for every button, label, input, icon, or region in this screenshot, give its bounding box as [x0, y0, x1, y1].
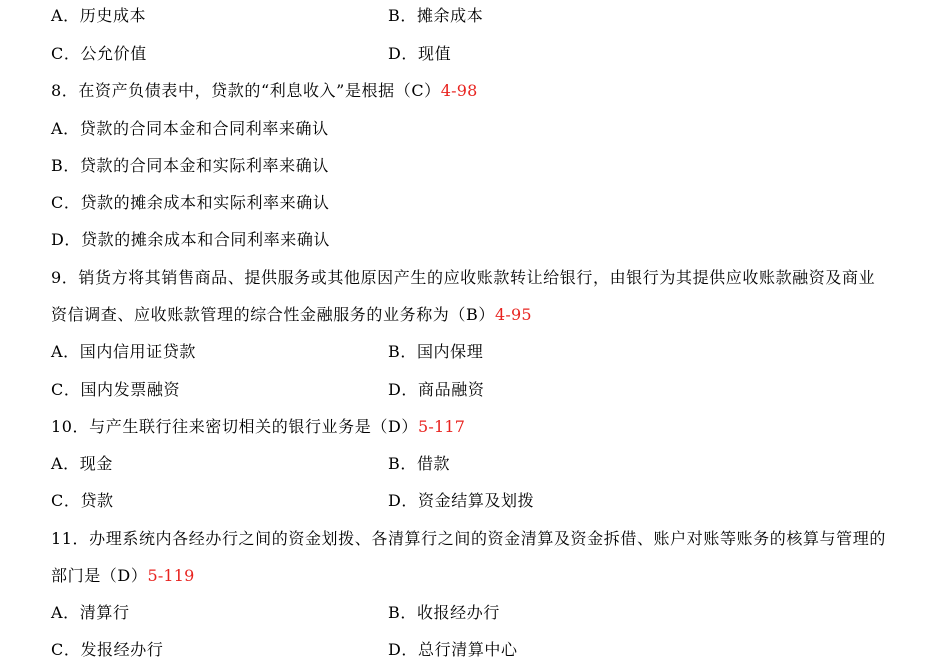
q7-option-c: C．公允价值: [51, 44, 147, 63]
q10-option-d: D．资金结算及划拨: [388, 491, 535, 510]
q11-stem-line2: [51, 566, 195, 586]
q10-option-b: B．借款: [388, 454, 451, 473]
q7-option-d: D．现值: [388, 44, 452, 63]
q11-option-c: C．发报经办行: [51, 640, 164, 659]
q10-option-c: C．贷款: [51, 491, 114, 510]
q8-option-d: D．贷款的摊余成本和合同利率来确认: [51, 230, 331, 249]
q8-stem-text: 8．在资产负债表中，贷款的“利息收入”是根据（C）: [51, 81, 441, 100]
q10-stem: [51, 417, 465, 437]
q9-option-b: B．国内保理: [388, 342, 484, 361]
q11-stem-line1: 11．办理系统内各经办行之间的资金划拨、各清算行之间的资金清算及资金拆借、账户对账等账务的核算与管理的: [51, 529, 886, 548]
q7-option-b: B．摊余成本: [388, 6, 484, 25]
q9-stem-text: 资信调查、应收账款管理的综合性金融服务的业务称为（B）: [51, 305, 495, 324]
q11-stem-text: 部门是（D）: [51, 566, 148, 585]
q9-stem-line1: 9．销货方将其销售商品、提供服务或其他原因产生的应收账款转让给银行，由银行为其提供应收账款融资及商业: [51, 268, 876, 287]
q9-option-d: D．商品融资: [388, 380, 485, 399]
q10-option-a: A．现金: [51, 454, 113, 473]
q9-option-c: C．国内发票融资: [51, 380, 181, 399]
q11-option-d: D．总行清算中心: [388, 640, 518, 659]
q10-page-ref: 5-117: [418, 417, 466, 436]
q8-option-c: C．贷款的摊余成本和实际利率来确认: [51, 193, 330, 212]
q9-stem-line2: [51, 305, 532, 325]
q10-stem-text: 10．与产生联行往来密切相关的银行业务是（D）: [51, 417, 418, 436]
q9-page-ref: 4-95: [494, 305, 532, 324]
q11-option-a: A．清算行: [51, 603, 130, 622]
q8-option-b: B．贷款的合同本金和实际利率来确认: [51, 156, 329, 175]
q8-page-ref: 4-98: [440, 81, 478, 100]
q8-stem: [51, 81, 478, 101]
q11-option-b: B．收报经办行: [388, 603, 500, 622]
q7-option-a: A．历史成本: [51, 6, 147, 25]
q11-page-ref: 5-119: [147, 566, 195, 585]
q9-option-a: A．国内信用证贷款: [51, 342, 196, 361]
q8-option-a: A．贷款的合同本金和合同利率来确认: [51, 119, 329, 138]
